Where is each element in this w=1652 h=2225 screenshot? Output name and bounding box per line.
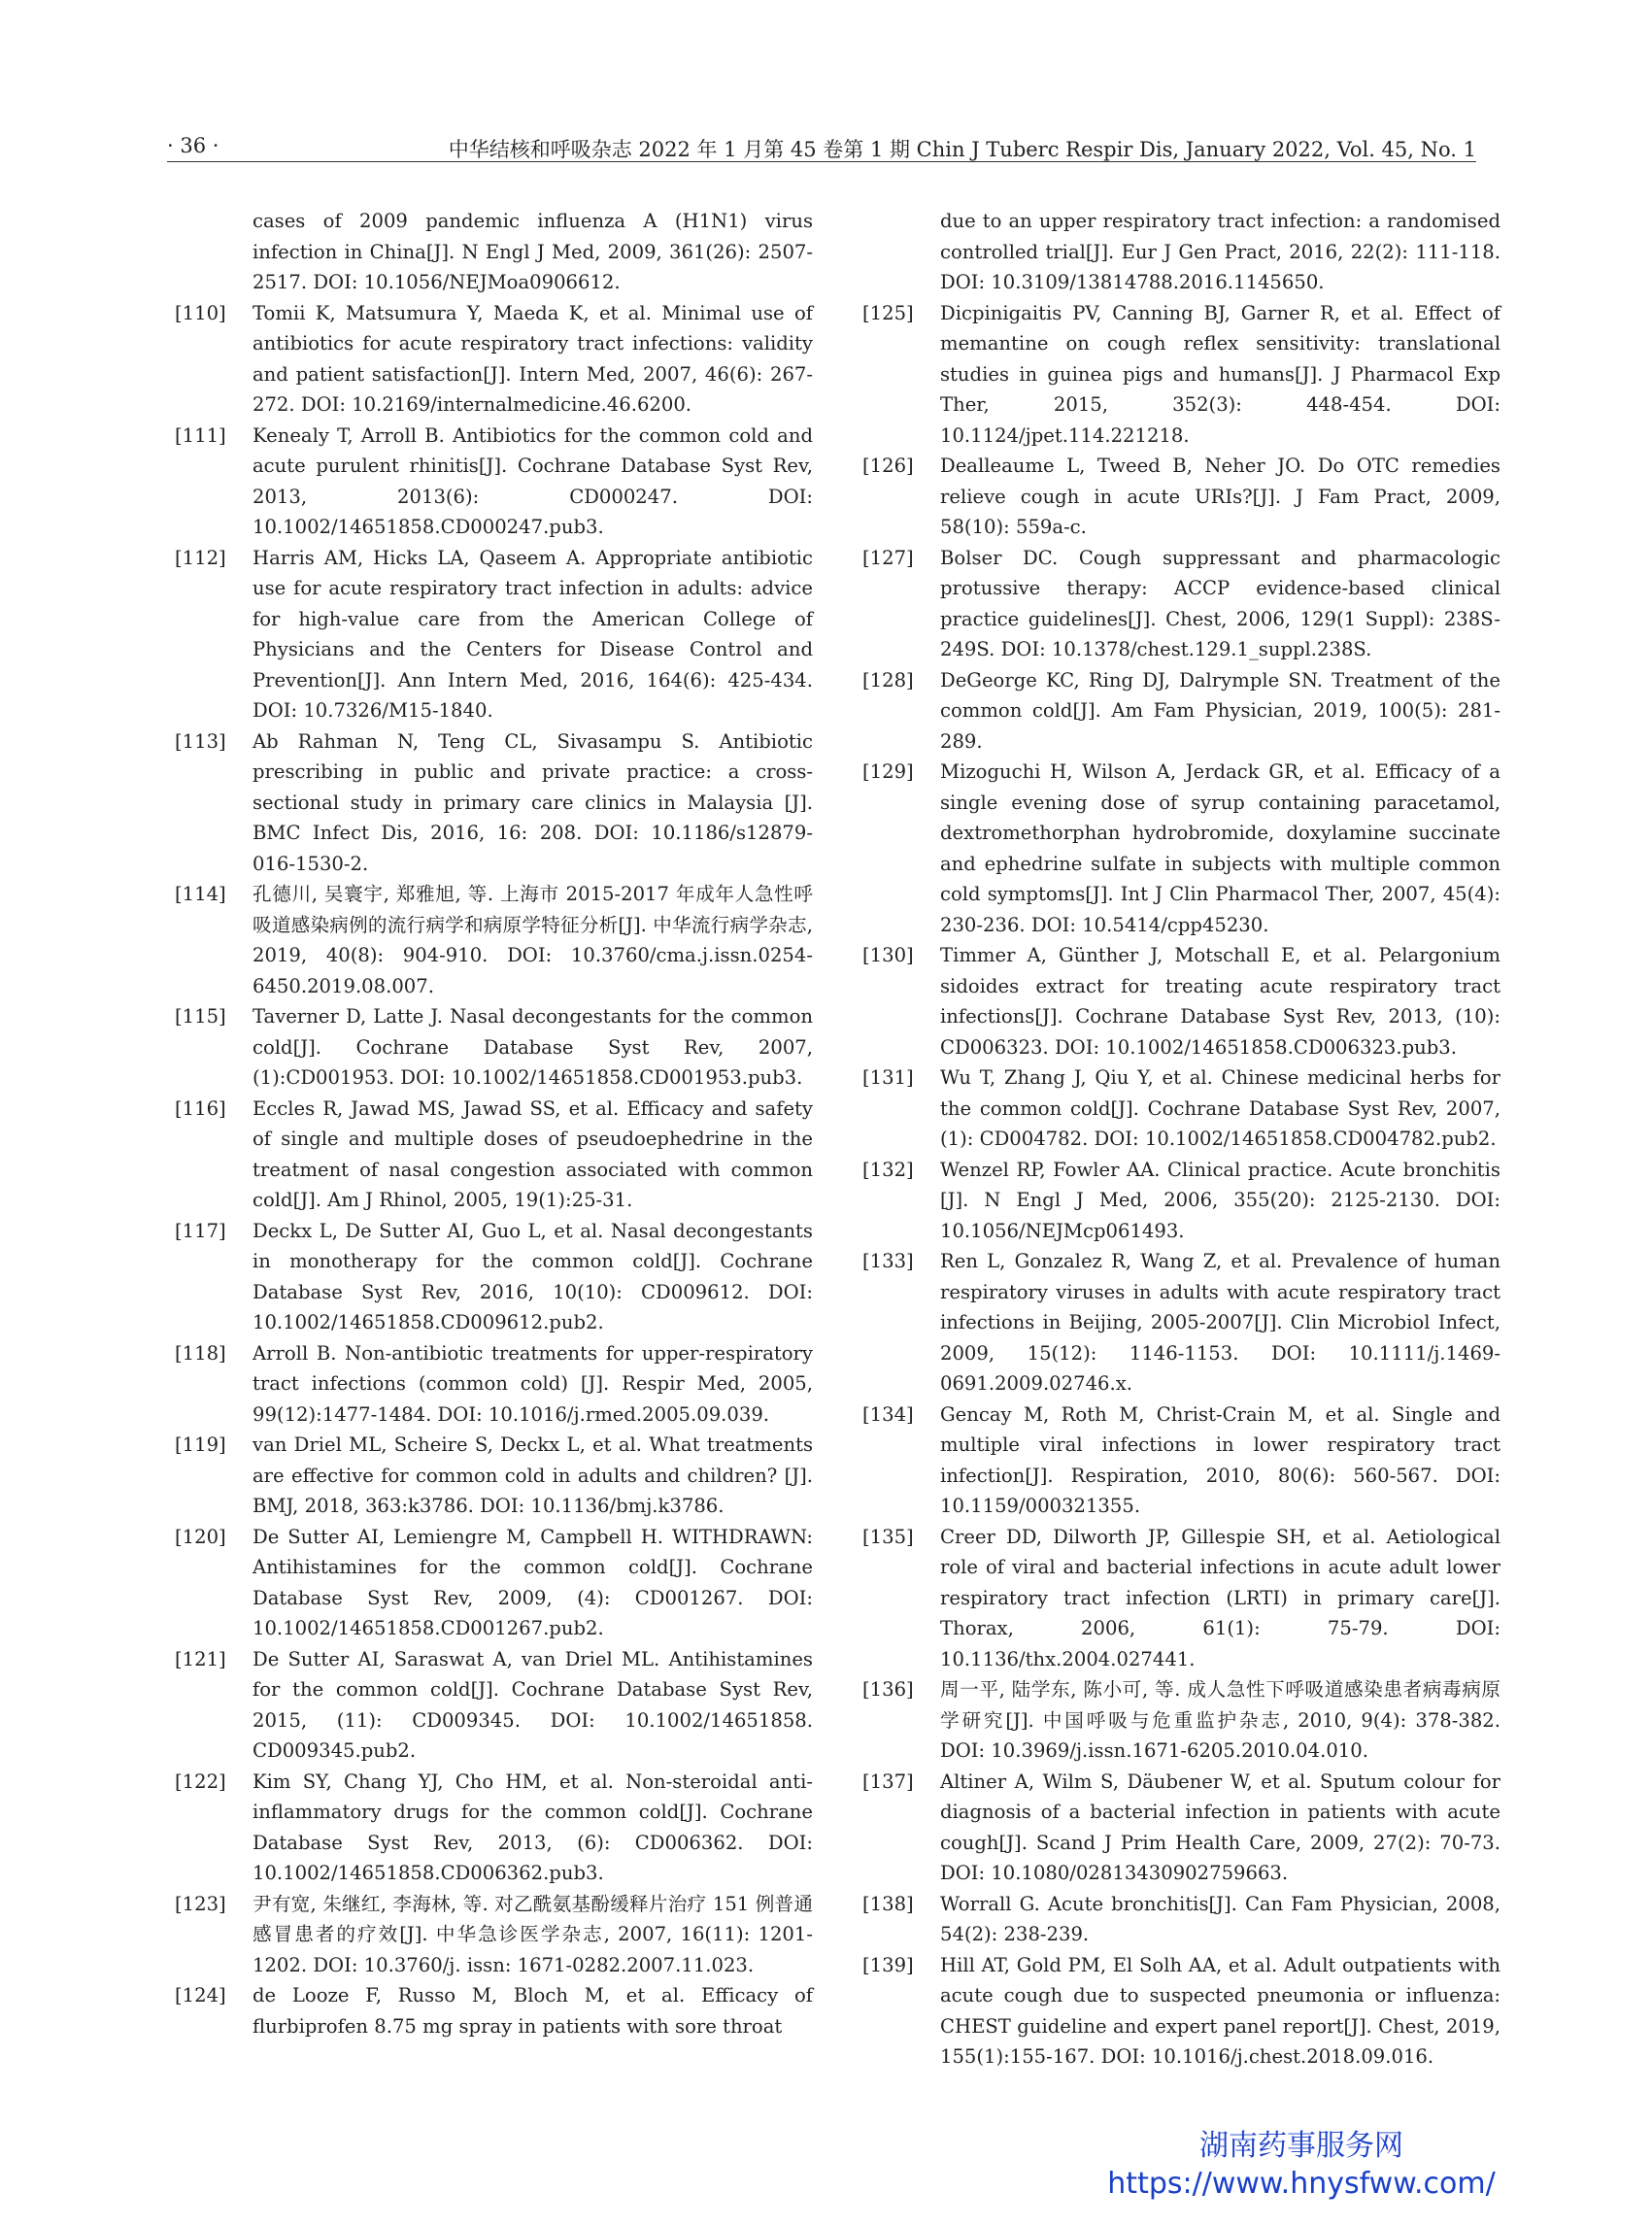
- reference-text: Timmer A, Günther J, Motschall E, et al. Pelargonium sidoides extract for treating acute respiratory tract infections[J]. Cochrane Database Syst Rev, 2013, (10): CD006323. DOI: 10.1002/14651858.CD006323.pub3.: [940, 944, 1500, 1059]
- reference-entry: [862, 1155, 1500, 1247]
- reference-text: Bolser DC. Cough suppressant and pharmacologic protussive therapy: ACCP evidence-based clinical practice guidelines[J]. Chest, 2006, 129(1 Suppl): 238S-249S. DOI: 10.1378/chest.129.1_suppl.238S.: [940, 546, 1500, 660]
- reference-number: [133]: [862, 1250, 914, 1272]
- reference-number: [117]: [175, 1219, 226, 1242]
- journal-citation: 中华结核和呼吸杂志 2022 年 1 月第 45 卷第 1 期 Chin J Tuberc Respir Dis, January 2022, Vol. 45, No. 1: [448, 138, 1476, 161]
- reference-entry: [175, 1216, 813, 1338]
- reference-entry: [175, 1767, 813, 1889]
- reference-number: [125]: [862, 301, 914, 324]
- reference-text: Ren L, Gonzalez R, Wang Z, et al. Prevalence of human respiratory viruses in adults with acute respiratory tract infections in Beijing, 2005-2007[J]. Clin Microbiol Infect, 2009, 15(12): 1146-1153. DOI: 10.1111/j.1469-0691.2009.02746.x.: [940, 1250, 1500, 1395]
- reference-number: [137]: [862, 1770, 914, 1793]
- reference-entry: [862, 1674, 1500, 1767]
- reference-text: Wu T, Zhang J, Qiu Y, et al. Chinese medicinal herbs for the common cold[J]. Cochrane Database Syst Rev, 2007, (1): CD004782. DOI: 10.1002/14651858.CD004782.pub2.: [940, 1066, 1500, 1150]
- reference-column-right: [862, 206, 1500, 2073]
- reference-entry: [175, 298, 813, 421]
- reference-number: [135]: [862, 1525, 914, 1548]
- reference-text: Taverner D, Latte J. Nasal decongestants for the common cold[J]. Cochrane Database Syst Rev, 2007, (1):CD001953. DOI: 10.1002/14651858.CD001953.pub3.: [253, 1005, 813, 1089]
- reference-number: [118]: [175, 1341, 226, 1365]
- watermark-url[interactable]: https://www.hnysfww.com/: [1107, 2167, 1496, 2201]
- reference-entry: [175, 1889, 813, 1981]
- reference-entry: [862, 1399, 1500, 1522]
- reference-text: Kenealy T, Arroll B. Antibiotics for the common cold and acute purulent rhinitis[J]. Cochrane Database Syst Rev, 2013, 2013(6): CD000247. DOI: 10.1002/14651858.CD000247.pub3.: [253, 423, 813, 538]
- reference-text: Worrall G. Acute bronchitis[J]. Can Fam Physician, 2008, 54(2): 238-239.: [940, 1892, 1500, 1945]
- reference-text: Hill AT, Gold PM, El Solh AA, et al. Adult outpatients with acute cough due to suspected pneumonia or influenza: CHEST guideline and expert panel report[J]. Chest, 2019, 155(1):155-167. DOI: 10.1016/j.chest.2018.09.016.: [940, 1953, 1500, 2068]
- watermark-site-name: 湖南药事服务网: [1199, 2129, 1403, 2163]
- reference-text: Dealleaume L, Tweed B, Neher JO. Do OTC remedies relieve cough in acute URIs?[J]. J Fam Pract, 2009, 58(10): 559a-c.: [940, 455, 1500, 538]
- reference-number: [138]: [862, 1892, 914, 1915]
- running-header: [167, 128, 1476, 162]
- reference-number: [120]: [175, 1525, 226, 1548]
- reference-number: [175, 206, 253, 298]
- reference-text: Tomii K, Matsumura Y, Maeda K, et al. Minimal use of antibiotics for acute respiratory tract infections: validity and patient satisfaction[J]. Intern Med, 2007, 46(6): 267-272. DOI: 10.2169/internalmedicine.46.6200.: [253, 301, 813, 416]
- reference-column-left: [175, 206, 813, 2041]
- reference-entry: [175, 1001, 813, 1094]
- reference-entry: [175, 1430, 813, 1522]
- reference-text: Arroll B. Non-antibiotic treatments for upper-respiratory tract infections (common cold) [J]. Respir Med, 2005, 99(12):1477-1484. DOI: 10.1016/j.rmed.2005.09.039.: [253, 1341, 813, 1426]
- reference-number: [126]: [862, 455, 914, 477]
- reference-entry: [175, 421, 813, 543]
- reference-text: van Driel ML, Scheire S, Deckx L, et al. What treatments are effective for common cold in adults and children? [J]. BMJ, 2018, 363:k3786. DOI: 10.1136/bmj.k3786.: [253, 1433, 813, 1517]
- reference-number: [114]: [175, 883, 226, 905]
- reference-number: [123]: [175, 1892, 226, 1915]
- reference-entry: [862, 757, 1500, 940]
- reference-text: Gencay M, Roth M, Christ-Crain M, et al. Single and multiple viral infections in lower respiratory tract infection[J]. Respiration, 2010, 80(6): 560-567. DOI: 10.1159/000321355.: [940, 1402, 1500, 1517]
- reference-text: De Sutter AI, Lemiengre M, Campbell H. WITHDRAWN: Antihistamines for the common cold[J]. Cochrane Database Syst Rev, 2009, (4): CD001267. DOI: 10.1002/14651858.CD001267.pub2.: [253, 1525, 813, 1639]
- reference-entry: [175, 543, 813, 726]
- reference-entry: [862, 1062, 1500, 1155]
- reference-text: Harris AM, Hicks LA, Qaseem A. Appropriate antibiotic use for acute respiratory tract infection in adults: advice for high-value care from the American College of Physicians and the Centers for Disease Control and Prevention[J]. Ann Intern Med, 2016, 164(6): 425-434. DOI: 10.7326/M15-1840.: [253, 546, 813, 722]
- reference-number: [130]: [862, 944, 914, 966]
- reference-number: [124]: [175, 1984, 226, 2006]
- reference-text: 孔德川, 吴寰宇, 郑雅旭, 等. 上海市 2015-2017 年成年人急性呼吸道感染病例的流行病学和病原学特征分析[J]. 中华流行病学杂志, 2019, 40(8): 904-910. DOI: 10.3760/cma.j.issn.0254-6450.2019.08.007.: [253, 883, 813, 997]
- site-watermark: [1107, 2127, 1496, 2203]
- reference-number: [862, 206, 940, 298]
- reference-text: due to an upper respiratory tract infection: a randomised controlled trial[J]. Eur J Gen Pract, 2016, 22(2): 111-118. DOI: 10.3109/13814788.2016.1145650.: [940, 210, 1500, 293]
- reference-entry: [175, 726, 813, 880]
- reference-number: [113]: [175, 729, 226, 753]
- reference-number: [121]: [175, 1647, 226, 1670]
- reference-text: Mizoguchi H, Wilson A, Jerdack GR, et al. Efficacy of a single evening dose of syrup containing paracetamol, dextromethorphan hydrobromide, doxylamine succinate and ephedrine sulfate in subjects with multiple common cold symptoms[J]. Int J Clin Pharmacol Ther, 2007, 45(4): 230-236. DOI: 10.5414/cpp45230.: [940, 760, 1500, 936]
- reference-entry: [862, 451, 1500, 543]
- reference-text: Wenzel RP, Fowler AA. Clinical practice. Acute bronchitis [J]. N Engl J Med, 2006, 355(20): 2125-2130. DOI: 10.1056/NEJMcp061493.: [940, 1158, 1500, 1242]
- reference-entry: [175, 1980, 813, 2041]
- reference-number: [129]: [862, 760, 914, 783]
- reference-text: 尹有宽, 朱继红, 李海林, 等. 对乙酰氨基酚缓释片治疗 151 例普通感冒患者的疗效[J]. 中华急诊医学杂志, 2007, 16(11): 1201-1202. DOI: 10.3760/j. issn: 1671-0282.2007.11.023.: [253, 1892, 813, 1976]
- reference-entry: [862, 1889, 1500, 1950]
- reference-entry: [862, 665, 1500, 758]
- reference-number: [132]: [862, 1158, 914, 1181]
- page-number: · 36 ·: [167, 134, 219, 157]
- reference-text: Deckx L, De Sutter AI, Guo L, et al. Nasal decongestants in monotherapy for the common cold[J]. Cochrane Database Syst Rev, 2016, 10(10): CD009612. DOI: 10.1002/14651858.CD009612.pub2.: [253, 1219, 813, 1333]
- reference-entry: [862, 543, 1500, 665]
- reference-entry: [175, 206, 813, 298]
- reference-number: [111]: [175, 423, 226, 447]
- reference-number: [110]: [175, 301, 226, 324]
- reference-number: [128]: [862, 668, 914, 691]
- reference-entry: [175, 1094, 813, 1216]
- reference-entry: [862, 940, 1500, 1062]
- reference-text: De Sutter AI, Saraswat A, van Driel ML. Antihistamines for the common cold[J]. Cochrane Database Syst Rev, 2015, (11): CD009345. DOI: 10.1002/14651858. CD009345.pub2.: [253, 1647, 813, 1762]
- reference-number: [115]: [175, 1005, 226, 1028]
- reference-entry: [175, 1522, 813, 1644]
- reference-text: cases of 2009 pandemic influenza A (H1N1) virus infection in China[J]. N Engl J Med, 2009, 361(26): 2507-2517. DOI: 10.1056/NEJMoa0906612.: [253, 210, 813, 293]
- reference-entry: [175, 1338, 813, 1431]
- reference-number: [122]: [175, 1770, 226, 1793]
- reference-number: [116]: [175, 1096, 226, 1120]
- reference-text: Dicpinigaitis PV, Canning BJ, Garner R, et al. Effect of memantine on cough reflex sensitivity: translational studies in guinea pigs and humans[J]. J Pharmacol Exp Ther, 2015, 352(3): 448-454. DOI: 10.1124/jpet.114.221218.: [940, 301, 1500, 447]
- reference-number: [119]: [175, 1433, 226, 1456]
- reference-number: [139]: [862, 1953, 914, 1976]
- reference-text: de Looze F, Russo M, Bloch M, et al. Efficacy of flurbiprofen 8.75 mg spray in patients with sore throat: [253, 1984, 813, 2038]
- reference-entry: [175, 879, 813, 1001]
- reference-text: Eccles R, Jawad MS, Jawad SS, et al. Efficacy and safety of single and multiple doses of pseudoephedrine in the treatment of nasal congestion associated with common cold[J]. Am J Rhinol, 2005, 19(1):25-31.: [253, 1096, 813, 1211]
- reference-text: Ab Rahman N, Teng CL, Sivasampu S. Antibiotic prescribing in public and private practice: a cross-sectional study in primary care clinics in Malaysia [J]. BMC Infect Dis, 2016, 16: 208. DOI: 10.1186/s12879-016-1530-2.: [253, 729, 813, 875]
- reference-number: [134]: [862, 1402, 914, 1426]
- reference-text: Altiner A, Wilm S, Däubener W, et al. Sputum colour for diagnosis of a bacterial infection in patients with acute cough[J]. Scand J Prim Health Care, 2009, 27(2): 70-73. DOI: 10.1080/02813430902759663.: [940, 1770, 1500, 1884]
- reference-text: DeGeorge KC, Ring DJ, Dalrymple SN. Treatment of the common cold[J]. Am Fam Physician, 2019, 100(5): 281-289.: [940, 668, 1500, 753]
- reference-entry: [862, 206, 1500, 298]
- reference-text: 周一平, 陆学东, 陈小可, 等. 成人急性下呼吸道感染患者病毒病原学研究[J]. 中国呼吸与危重监护杂志, 2010, 9(4): 378-382. DOI: 10.3969/j.issn.1671-6205.2010.04.010.: [940, 1678, 1500, 1762]
- reference-number: [136]: [862, 1678, 914, 1701]
- reference-entry: [862, 1767, 1500, 1889]
- reference-number: [131]: [862, 1066, 914, 1089]
- reference-entry: [862, 1522, 1500, 1675]
- reference-entry: [862, 1246, 1500, 1399]
- reference-entry: [862, 298, 1500, 452]
- reference-number: [127]: [862, 546, 914, 569]
- reference-text: Kim SY, Chang YJ, Cho HM, et al. Non-steroidal anti-inflammatory drugs for the common cold[J]. Cochrane Database Syst Rev, 2013, (6): CD006362. DOI: 10.1002/14651858.CD006362.pub3.: [253, 1770, 813, 1884]
- reference-entry: [175, 1644, 813, 1767]
- reference-number: [112]: [175, 546, 226, 569]
- reference-text: Creer DD, Dilworth JP, Gillespie SH, et al. Aetiological role of viral and bacterial infections in acute adult lower respiratory tract infection (LRTI) in primary care[J]. Thorax, 2006, 61(1): 75-79. DOI: 10.1136/thx.2004.027441.: [940, 1525, 1500, 1670]
- reference-entry: [862, 1950, 1500, 2073]
